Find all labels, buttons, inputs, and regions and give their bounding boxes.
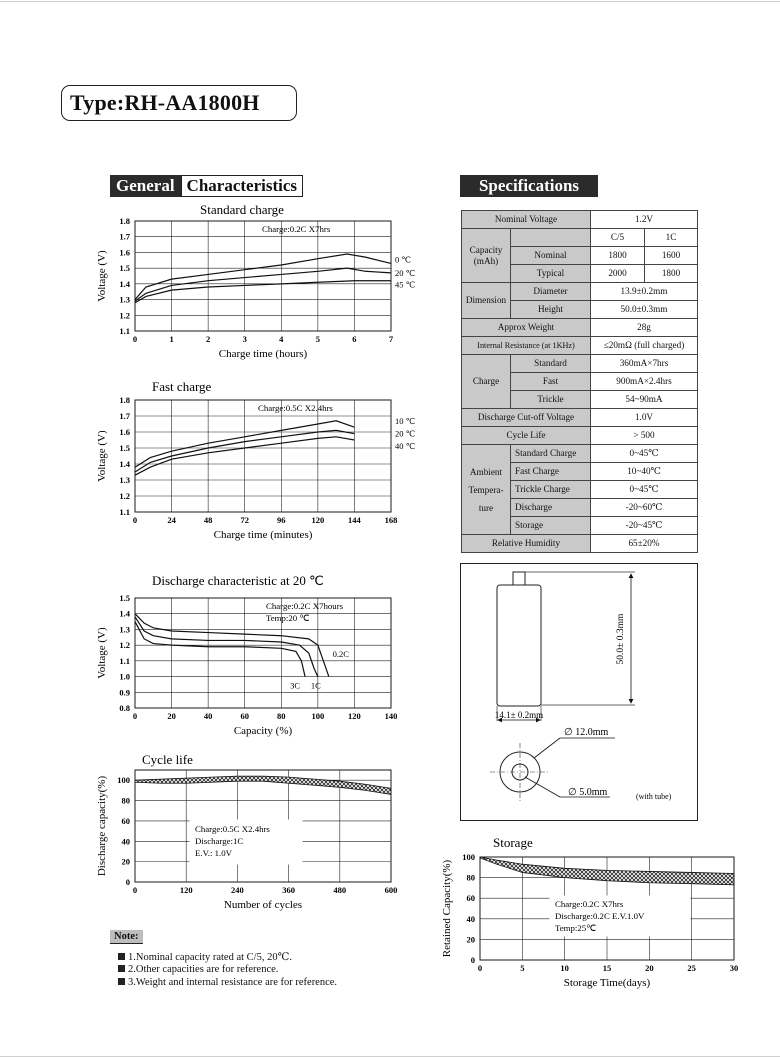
discharge-value: -20~60℃ bbox=[591, 499, 698, 517]
weight-value: 28g bbox=[591, 319, 698, 337]
capacity-label: Capacity (mAh) bbox=[462, 229, 511, 283]
storage-label: Storage bbox=[511, 517, 591, 535]
width-dimension: 14.1± 0.2mm bbox=[494, 710, 544, 720]
cycle-life-label: Cycle Life bbox=[462, 427, 591, 445]
storage-chart bbox=[438, 832, 738, 1002]
ambient-label-line: Tempera- bbox=[468, 484, 504, 495]
table-row bbox=[462, 319, 698, 337]
typical-c1: 1800 bbox=[645, 265, 698, 283]
height-label: Height bbox=[511, 301, 591, 319]
x-tick-label: 0 bbox=[132, 711, 138, 721]
chart-title: Fast charge bbox=[152, 379, 212, 394]
series-label: 10 ℃ bbox=[395, 416, 416, 427]
trickle-charge-label: Trickle Charge bbox=[511, 481, 591, 499]
general-header-dark: General bbox=[110, 175, 181, 197]
fast-value: 900mA×2.4hrs bbox=[591, 373, 698, 391]
y-axis-label: Discharge capacity(%) bbox=[96, 775, 108, 877]
annotation-text: E.V.: 1.0V bbox=[195, 848, 232, 858]
y-tick-label: 1.2 bbox=[119, 491, 130, 501]
x-tick-label: 30 bbox=[729, 963, 739, 973]
height-dimension: 50.0± 0.3mm bbox=[616, 613, 626, 665]
y-tick-label: 40 bbox=[466, 913, 475, 924]
table-row bbox=[462, 355, 698, 373]
y-tick-label: 1.3 bbox=[119, 294, 130, 305]
charge-label: Charge bbox=[462, 355, 511, 409]
internal-resistance-value: ≤20mΩ (full charged) bbox=[591, 337, 698, 355]
humidity-label: Relative Humidity bbox=[462, 535, 591, 553]
y-tick-label: 1.2 bbox=[119, 310, 130, 321]
x-tick-label: 40 bbox=[203, 711, 213, 721]
table-row bbox=[462, 409, 698, 427]
y-tick-label: 1.3 bbox=[119, 624, 130, 635]
y-tick-label: 1.2 bbox=[119, 640, 130, 651]
humidity-value: 65±20% bbox=[591, 535, 698, 553]
notes-title: Note: bbox=[110, 930, 143, 944]
x-tick-label: 360 bbox=[282, 885, 295, 895]
x-tick-label: 3 bbox=[242, 334, 247, 344]
y-tick-label: 100 bbox=[117, 775, 130, 786]
bottom-rule bbox=[0, 1056, 780, 1057]
x-tick-label: 48 bbox=[203, 515, 213, 525]
x-tick-label: 80 bbox=[277, 711, 286, 721]
chart-title: Cycle life bbox=[142, 752, 193, 767]
discharge-chart bbox=[90, 570, 430, 745]
x-tick-label: 25 bbox=[687, 963, 696, 973]
fast-charge-value: 10~40℃ bbox=[591, 463, 698, 481]
x-tick-label: 5 bbox=[520, 963, 525, 973]
nominal-voltage-value: 1.2V bbox=[591, 211, 698, 229]
series-label: 0 ℃ bbox=[395, 254, 411, 265]
x-tick-label: 0 bbox=[132, 334, 138, 344]
series-label: 1C bbox=[310, 680, 321, 691]
note-line bbox=[118, 951, 292, 963]
x-axis-label: Capacity (%) bbox=[233, 725, 293, 737]
trickle-value: 54~90mA bbox=[591, 391, 698, 409]
x-tick-label: 120 bbox=[311, 515, 325, 525]
note-line bbox=[118, 977, 337, 988]
x-tick-label: 120 bbox=[348, 711, 361, 721]
fast-charge-label: Fast Charge bbox=[511, 463, 591, 481]
c5-header: C/5 bbox=[591, 229, 645, 247]
annotation-text: Charge:0.5C X2.4hrs bbox=[258, 403, 333, 413]
series-label: 20 ℃ bbox=[395, 428, 416, 439]
note-line bbox=[118, 964, 278, 975]
x-tick-label: 600 bbox=[384, 885, 398, 895]
y-axis-label: Retained Capacity(%) bbox=[441, 859, 453, 958]
x-tick-label: 240 bbox=[231, 885, 244, 895]
x-tick-label: 4 bbox=[279, 334, 284, 344]
type-label: Type:RH-AA1800H bbox=[61, 85, 297, 121]
nominal-label: Nominal bbox=[511, 247, 591, 265]
y-tick-label: 1.3 bbox=[119, 475, 130, 485]
bullet-icon bbox=[118, 978, 125, 985]
x-tick-label: 72 bbox=[240, 515, 249, 525]
y-tick-label: 1.4 bbox=[119, 278, 130, 289]
diameter-label: Diameter bbox=[511, 283, 591, 301]
x-tick-label: 10 bbox=[560, 963, 569, 973]
general-header-light: Characteristics bbox=[181, 175, 303, 197]
std-charge-value: 0~45℃ bbox=[591, 445, 698, 463]
trickle-charge-value: 0~45℃ bbox=[591, 481, 698, 499]
bullet-icon bbox=[118, 965, 125, 972]
x-tick-label: 0 bbox=[477, 963, 483, 973]
discharge-label: Discharge bbox=[511, 499, 591, 517]
ambient-label-line: Ambient bbox=[469, 466, 503, 477]
y-tick-label: 1.1 bbox=[119, 507, 130, 517]
x-tick-label: 100 bbox=[311, 711, 325, 721]
y-tick-label: 1.7 bbox=[119, 231, 130, 242]
x-tick-label: 480 bbox=[333, 885, 347, 895]
c1-header: 1C bbox=[645, 229, 698, 247]
top-rule bbox=[0, 1, 780, 2]
annotation-text: Charge:0.5C X2.4hrs bbox=[195, 824, 270, 834]
tube-note: (with tube) bbox=[636, 792, 672, 801]
x-tick-label: 5 bbox=[315, 334, 320, 344]
x-tick-label: 0 bbox=[132, 885, 138, 895]
note-text: 2.Other capacities are for reference. bbox=[128, 964, 279, 975]
y-tick-label: 80 bbox=[466, 872, 475, 883]
y-axis-label: Voltage (V) bbox=[96, 627, 108, 679]
table-row bbox=[462, 337, 698, 355]
y-tick-label: 1.7 bbox=[119, 411, 130, 421]
height-value: 50.0±0.3mm bbox=[591, 301, 698, 319]
drawing-frame bbox=[461, 564, 698, 821]
battery-terminal bbox=[513, 572, 525, 586]
table-row bbox=[462, 211, 698, 229]
ambient-temperature-label bbox=[462, 445, 511, 535]
x-tick-label: 0 bbox=[132, 515, 138, 525]
y-tick-label: 1.1 bbox=[119, 326, 130, 336]
typical-c5: 2000 bbox=[591, 265, 645, 283]
y-tick-label: 1.6 bbox=[119, 427, 130, 437]
y-tick-label: 80 bbox=[121, 795, 130, 806]
nominal-c5: 1800 bbox=[591, 247, 645, 265]
x-tick-label: 168 bbox=[384, 515, 398, 525]
cutoff-label: Discharge Cut-off Voltage bbox=[462, 409, 591, 427]
battery-dimension-drawing bbox=[460, 563, 698, 821]
x-tick-label: 96 bbox=[277, 515, 286, 525]
cutoff-value: 1.0V bbox=[591, 409, 698, 427]
y-tick-label: 1.5 bbox=[119, 263, 130, 274]
x-tick-label: 60 bbox=[240, 711, 249, 721]
series-label: 45 ℃ bbox=[395, 279, 416, 290]
internal-resistance-label: Internal Resistance (at 1KHz) bbox=[462, 337, 591, 355]
x-axis-label: Charge time (hours) bbox=[218, 348, 308, 360]
annotation-text: Charge:0.2C X7hours bbox=[266, 601, 344, 611]
annotation-text: Temp:25℃ bbox=[555, 923, 597, 933]
y-tick-label: 40 bbox=[121, 836, 130, 847]
annotation-text: Discharge:0.2C E.V.1.0V bbox=[555, 911, 645, 921]
table-row bbox=[462, 427, 698, 445]
annotation-text: Discharge:1C bbox=[195, 836, 244, 846]
inner-diameter: ∅ 5.0mm bbox=[568, 787, 608, 798]
x-tick-label: 20 bbox=[167, 711, 176, 721]
x-tick-label: 7 bbox=[388, 334, 394, 344]
x-tick-label: 24 bbox=[167, 515, 176, 525]
diameter-value: 13.9±0.2mm bbox=[591, 283, 698, 301]
y-tick-label: 0.9 bbox=[119, 687, 130, 698]
y-tick-label: 100 bbox=[462, 852, 475, 862]
cycle-life-value: > 500 bbox=[591, 427, 698, 445]
x-tick-label: 2 bbox=[206, 334, 211, 344]
table-row bbox=[462, 535, 698, 553]
x-tick-label: 6 bbox=[352, 334, 357, 344]
nominal-voltage-label: Nominal Voltage bbox=[462, 211, 591, 229]
note-text: 1.Nominal capacity rated at C/5, 20℃. bbox=[128, 952, 292, 963]
y-tick-label: 0.8 bbox=[119, 703, 130, 713]
series-label: 3C bbox=[290, 680, 301, 691]
y-tick-label: 1.8 bbox=[119, 395, 130, 405]
y-tick-label: 20 bbox=[121, 856, 130, 867]
y-tick-label: 1.4 bbox=[119, 459, 130, 469]
specifications-header: Specifications bbox=[460, 175, 598, 197]
x-axis-label: Storage Time(days) bbox=[563, 977, 651, 989]
x-axis-label: Number of cycles bbox=[223, 899, 303, 911]
y-tick-label: 60 bbox=[466, 893, 475, 904]
y-tick-label: 20 bbox=[466, 934, 475, 945]
y-tick-label: 0 bbox=[125, 877, 130, 887]
fast-label: Fast bbox=[511, 373, 591, 391]
nominal-c1: 1600 bbox=[645, 247, 698, 265]
y-tick-label: 1.5 bbox=[119, 443, 130, 453]
x-tick-label: 120 bbox=[179, 885, 193, 895]
fast-charge-chart bbox=[90, 376, 430, 544]
y-axis-label: Voltage (V) bbox=[96, 250, 108, 302]
general-characteristics-header bbox=[110, 175, 303, 197]
outer-diameter: ∅ 12.0mm bbox=[564, 727, 609, 738]
x-tick-label: 144 bbox=[348, 515, 361, 525]
x-axis-label: Charge time (minutes) bbox=[213, 529, 313, 541]
weight-label: Approx Weight bbox=[462, 319, 591, 337]
y-tick-label: 1.5 bbox=[119, 593, 130, 603]
annotation-text: Charge:0.2C X7hrs bbox=[555, 899, 624, 909]
y-tick-label: 1.1 bbox=[119, 655, 130, 666]
notes-block bbox=[110, 930, 143, 944]
note-text: 3.Weight and internal resistance are for reference. bbox=[128, 977, 338, 988]
battery-body bbox=[497, 585, 541, 706]
chart-title: Standard charge bbox=[200, 202, 284, 217]
y-tick-label: 1.4 bbox=[119, 608, 130, 619]
series-label: 0.2C bbox=[332, 648, 349, 659]
plot-frame bbox=[135, 598, 391, 708]
standard-charge-chart bbox=[90, 200, 430, 365]
standard-label: Standard bbox=[511, 355, 591, 373]
chart-title: Storage bbox=[493, 835, 533, 850]
annotation-text: Temp:20 ℃ bbox=[266, 613, 310, 623]
ambient-label-line: ture bbox=[478, 502, 494, 513]
series-label: 20 ℃ bbox=[395, 267, 416, 278]
y-tick-label: 60 bbox=[121, 815, 130, 826]
y-axis-label: Voltage (V) bbox=[96, 430, 108, 482]
typical-label: Typical bbox=[511, 265, 591, 283]
bullet-icon bbox=[118, 953, 125, 960]
x-tick-label: 20 bbox=[645, 963, 654, 973]
table-row bbox=[462, 283, 698, 301]
cycle-life-chart bbox=[90, 750, 430, 930]
trickle-label: Trickle bbox=[511, 391, 591, 409]
series-label: 40 ℃ bbox=[395, 441, 416, 451]
standard-value: 360mA×7hrs bbox=[591, 355, 698, 373]
x-tick-label: 140 bbox=[384, 711, 398, 721]
specifications-table bbox=[461, 210, 698, 553]
std-charge-label: Standard Charge bbox=[511, 445, 591, 463]
y-tick-label: 1.0 bbox=[119, 671, 130, 682]
y-tick-label: 1.6 bbox=[119, 247, 130, 258]
y-tick-label: 0 bbox=[470, 955, 475, 965]
dimension-label: Dimension bbox=[462, 283, 511, 319]
annotation-text: Charge:0.2C X7hrs bbox=[262, 224, 331, 234]
table-row bbox=[462, 445, 698, 463]
chart-title: Discharge characteristic at 20 ℃ bbox=[152, 573, 324, 588]
x-tick-label: 1 bbox=[169, 334, 174, 344]
storage-value: -20~45℃ bbox=[591, 517, 698, 535]
x-tick-label: 15 bbox=[602, 963, 612, 973]
y-tick-label: 1.8 bbox=[119, 216, 130, 226]
table-row bbox=[462, 229, 698, 247]
